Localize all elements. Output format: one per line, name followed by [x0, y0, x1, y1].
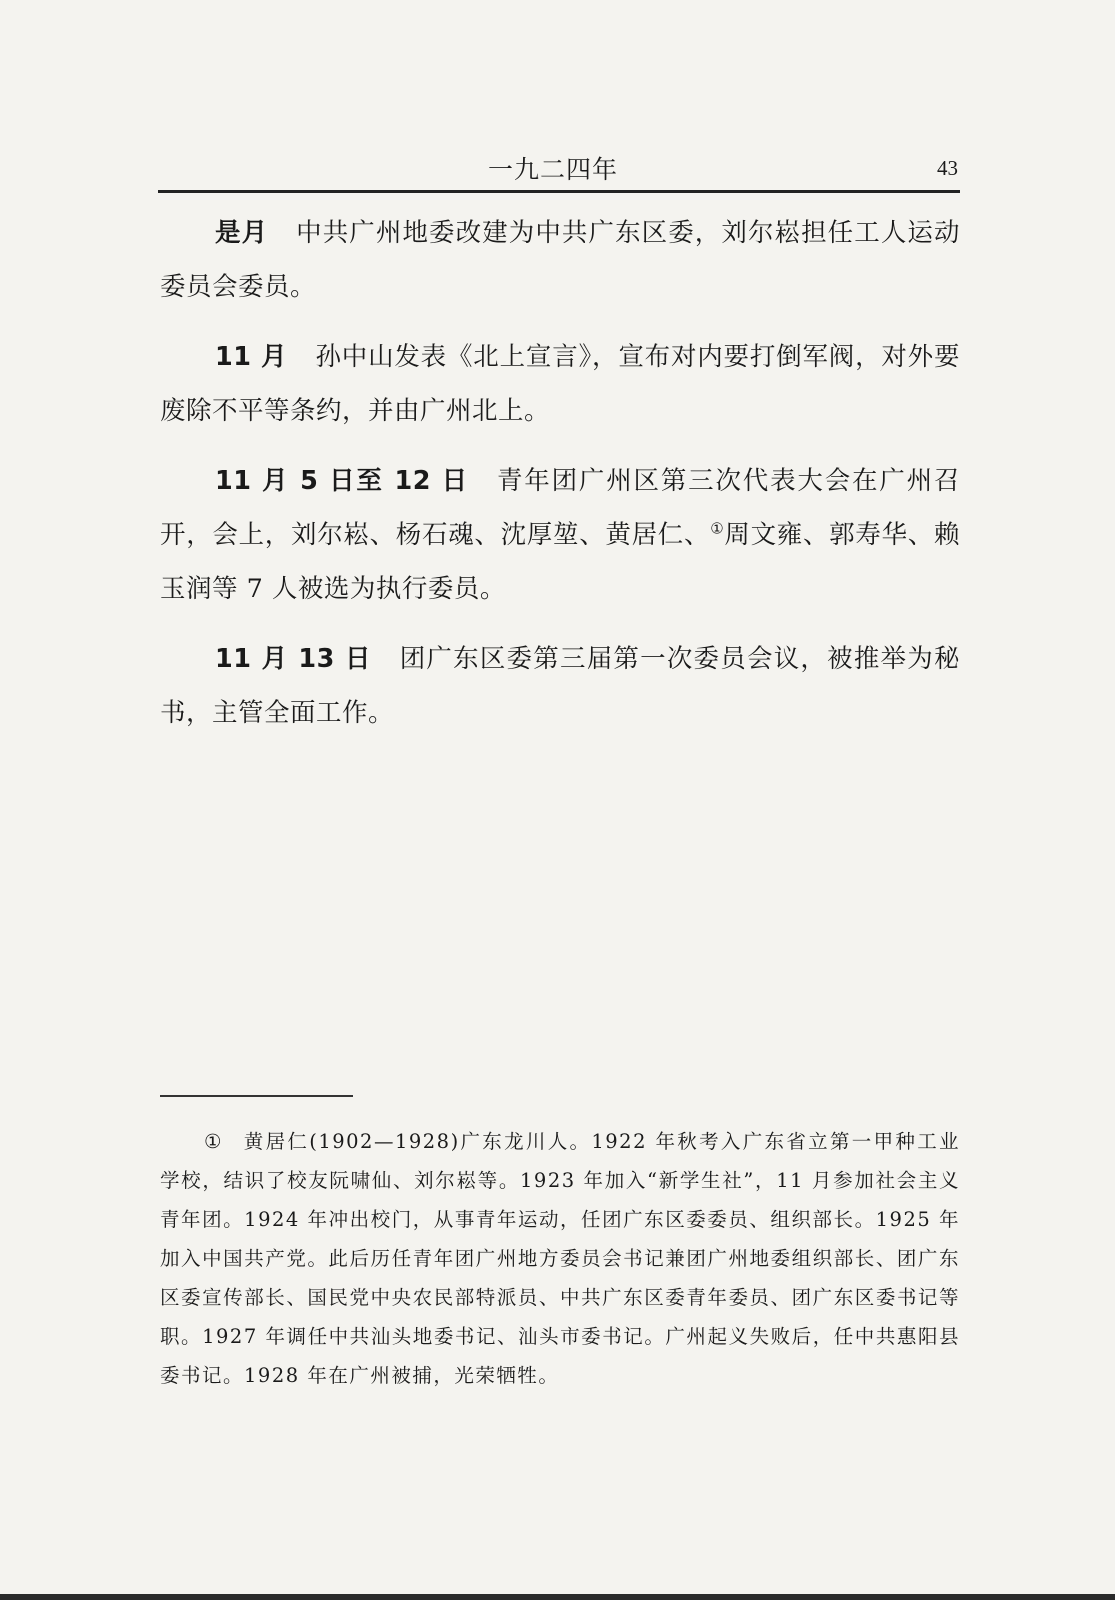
scan-bottom-edge [0, 1594, 1115, 1600]
chronicle-body [160, 206, 960, 756]
chronicle-entry [160, 330, 960, 438]
entry-date: 11 月 13 日 [215, 644, 372, 674]
running-title: 一九二四年 [488, 155, 619, 184]
entry-text: 中共广州地委改建为中共广东区委，刘尔崧担任工人运动委员会委员。 [160, 218, 960, 302]
entry-date: 11 月 [215, 342, 288, 372]
footnote [160, 1122, 960, 1395]
header-rule [158, 190, 960, 193]
footnotes [160, 1122, 960, 1395]
chronicle-entry [160, 454, 960, 616]
entry-text: 团广东区委第三届第一次委员会议，被推举为秘书，主管全面工作。 [160, 644, 960, 728]
chronicle-entry [160, 632, 960, 740]
entry-text: 青年团广州区第三次代表大会在广州召开，会上，刘尔崧、杨石魂、沈厚堃、黄居仁、 [160, 466, 960, 550]
footnote-reference[interactable]: ① [710, 519, 725, 538]
running-head [158, 150, 958, 190]
entry-date: 11 月 5 日至 12 日 [215, 466, 469, 496]
chronicle-entry [160, 206, 960, 314]
footnote-text: 黄居仁(1902—1928)广东龙川人。1922 年秋考入广东省立第一甲种工业学校，结识了校友阮啸仙、刘尔崧等。1923 年加入“新学生社”，11 月参加社会主义青年团。1924 年冲出校门，从事青年运动，任团广东区委委员、组织部长。1925 年加入中国共产党。此后历任青年团广州地方委员会书记兼团广州地委组织部长、团广东区委宣传部长、国民党中央农民部特派员、中共广东区委青年委员、团广东区委书记等职。1927 年调任中共汕头地委书记、汕头市委书记。广州起义失败后，任中共惠阳县委书记。1928 年在广州被捕，光荣牺牲。 [160, 1130, 960, 1387]
entry-text: 孙中山发表《北上宣言》，宣布对内要打倒军阀，对外要废除不平等条约，并由广州北上。 [160, 342, 960, 426]
footnote-rule [160, 1095, 353, 1097]
page-number: 43 [937, 156, 958, 180]
entry-text: 周文雍、郭寿华、赖玉润等 7 人被选为执行委员。 [160, 520, 960, 604]
footnote-marker: ① [204, 1130, 224, 1153]
entry-date: 是月 [215, 218, 269, 248]
